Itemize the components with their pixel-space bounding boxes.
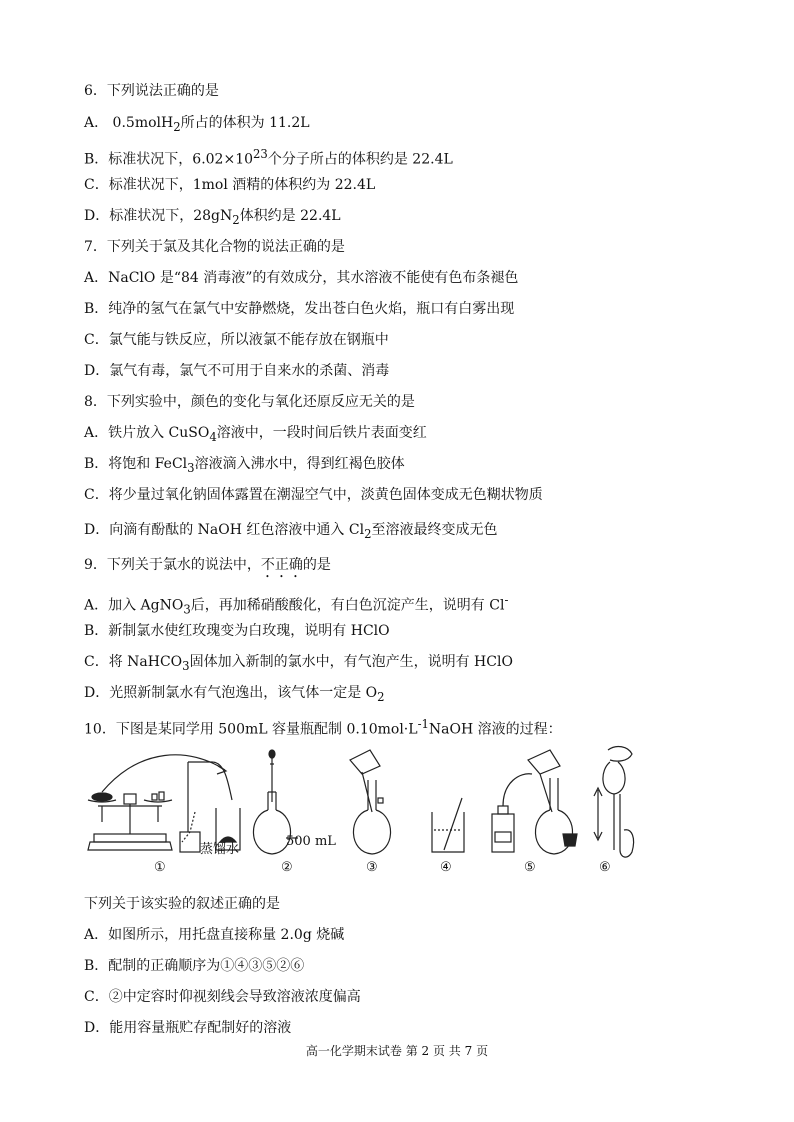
q8-stem: 8．下列实验中，颜色的变化与氧化还原反应无关的是 (84, 394, 415, 410)
page-footer: 高一化学期末试卷 第 2 页 共 7 页 (305, 1044, 489, 1058)
q9-option-b: B．新制氯水使红玫瑰变为白玫瑰，说明有 HClO (84, 623, 390, 639)
step-label-3: ③ (366, 860, 378, 875)
flask-volume-label: 500 mL (286, 834, 336, 849)
q6-option-d: D．标准状况下，$28gN_2$体积约是 22.4L (84, 208, 341, 227)
q8-option-b: B．将饱和 FeCl$_3$溶液滴入沸水中，得到红褐色胶体 (84, 456, 405, 475)
step6-invert-mix (594, 747, 634, 858)
q7-option-c: C．氯气能与铁反应，所以液氯不能存放在钢瓶中 (84, 332, 389, 348)
q7-stem: 7．下列关于氯及其化合物的说法正确的是 (84, 239, 345, 255)
q6-option-b: B．标准状况下，$6.02\times 10^{23}$个分子所占的体积约是 22.4L (84, 147, 453, 168)
step-label-6: ⑥ (599, 860, 611, 875)
step-label-1: ① (154, 860, 166, 875)
step-label-4: ④ (440, 860, 452, 875)
q9-option-a: A．加入 AgNO$_3$后，再加稀硝酸酸化，有白色沉淀产生，说明有 Cl- (84, 593, 509, 617)
q10-option-a: A．如图所示，用托盘直接称量 2.0g 烧碱 (84, 927, 345, 943)
q10-intro: 下列关于该实验的叙述正确的是 (84, 896, 280, 912)
q9-option-c: C．将 NaHCO$_3$固体加入新制的氯水中，有气泡产生，说明有 HClO (84, 654, 513, 673)
q8-option-c: C．将少量过氧化钠固体露置在潮湿空气中，淡黄色固体变成无色糊状物质 (84, 487, 543, 503)
step5-wash-bottle (492, 750, 577, 854)
solution-prep-figure (80, 742, 650, 882)
q8-option-a: A．铁片放入 CuSO$_4$溶液中，一段时间后铁片表面变红 (84, 425, 427, 444)
q10-option-d: D．能用容量瓶贮存配制好的溶液 (84, 1020, 292, 1036)
q8-option-d: D．向滴有酚酞的 NaOH 红色溶液中通入 $Cl_2$至溶液最终变成无色 (84, 522, 498, 541)
q10-option-c: C．②中定容时仰视刻线会导致溶液浓度偏高 (84, 989, 361, 1005)
q7-option-a: A．NaClO 是“84 消毒液”的有效成分，其水溶液不能使有色布条褪色 (84, 270, 519, 286)
q7-option-b: B．纯净的氢气在氯气中安静燃烧，发出苍白色火焰，瓶口有白雾出现 (84, 301, 515, 317)
q6-stem: 6．下列说法正确的是 (84, 83, 219, 99)
step4-beaker-stir (432, 798, 464, 852)
q10-option-b: B．配制的正确顺序为①④③⑤②⑥ (84, 958, 305, 974)
q7-option-d: D．氯气有毒，氯气不可用于自来水的杀菌、消毒 (84, 363, 390, 379)
step3-transfer (350, 750, 391, 854)
q9-stem: 9．下列关于氯水的说法中，不正确的是 (84, 557, 331, 573)
water-label: 蒸馏水 (200, 842, 240, 857)
q6-option-a: A． 0.5molH$_2$所占的体积为 11.2L (84, 115, 310, 134)
q9-emphasis: 不正确 (260, 557, 303, 573)
q9-option-d: D．光照新制氯水有气泡逸出，该气体一定是 $O_2$ (84, 685, 385, 704)
step-label-2: ② (281, 860, 293, 875)
step-label-5: ⑤ (524, 860, 536, 875)
q6-option-c: C．标准状况下，1mol 酒精的体积约为 22.4L (84, 177, 376, 193)
q10-stem: 10．下图是某同学用 500mL 容量瓶配制 $0.10mol\cdot L^{-1}NaOH$ 溶液的过程： (84, 717, 562, 738)
